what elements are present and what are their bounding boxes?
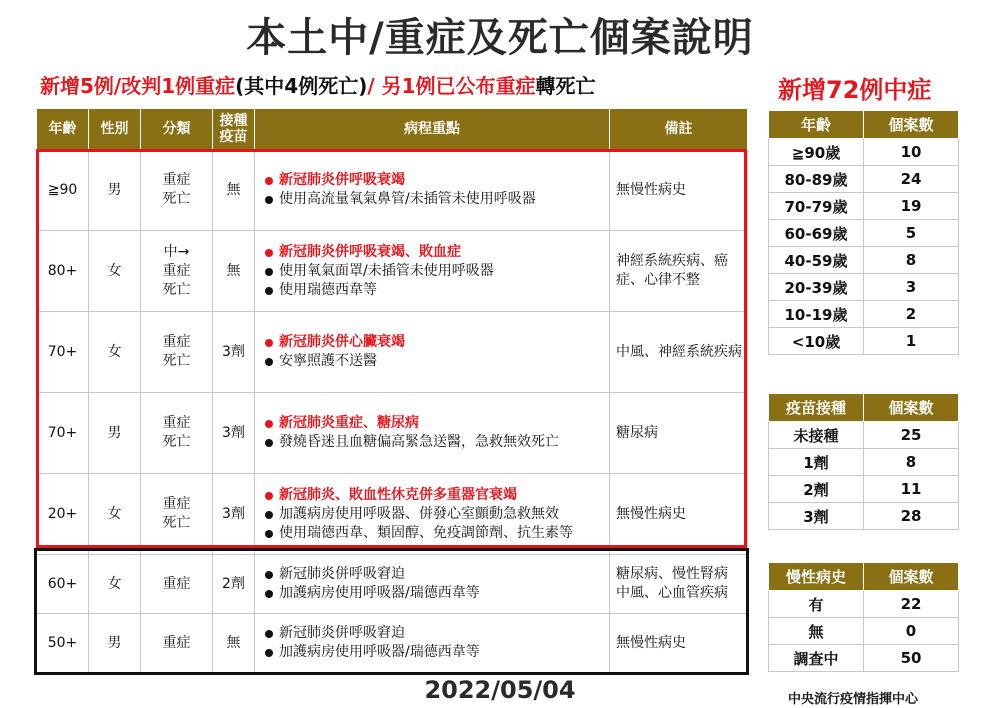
chronic-table-row	[769, 591, 959, 618]
organization-name: 中央流行疫情指揮中心	[788, 692, 919, 707]
age-table-row	[769, 247, 959, 274]
chronic-table-label: 調查中	[769, 645, 864, 672]
case-sex: 男	[89, 393, 141, 474]
case-category: 重症	[141, 614, 213, 673]
case-sex: 男	[89, 150, 141, 231]
course-item: 新冠肺炎重症、糖尿病	[263, 414, 605, 433]
case-course	[255, 474, 610, 555]
side-heading: 新增72例中症	[778, 76, 932, 104]
case-table-header-cell: 性別	[89, 109, 141, 150]
vaccine-table-row	[769, 422, 959, 449]
course-item: 使用瑞德西韋等	[263, 281, 605, 300]
age-table-count: 5	[864, 220, 959, 247]
age-table-label: 10-19歲	[769, 301, 864, 328]
case-sex: 女	[89, 474, 141, 555]
course-item: 安寧照護不送醫	[263, 352, 605, 371]
subtitle-part1: 新增5例/改判1例重症	[40, 74, 236, 98]
case-vaccine: 3劑	[213, 393, 255, 474]
vaccine-table-label: 3劑	[769, 503, 864, 530]
vaccine-table-header	[769, 394, 959, 422]
chronic-table	[768, 562, 959, 672]
case-row	[37, 312, 748, 393]
case-sex: 女	[89, 312, 141, 393]
vaccine-table-row	[769, 449, 959, 476]
subtitle-part2: (其中4例死亡)	[235, 74, 368, 98]
chronic-table-count: 0	[864, 618, 959, 645]
case-table-body	[37, 150, 748, 673]
case-course	[255, 393, 610, 474]
course-item: 加護病房使用呼吸器、併發心室顫動急救無效	[263, 505, 605, 524]
case-sex: 女	[89, 231, 141, 312]
case-age: 70+	[37, 393, 89, 474]
chronic-table-label: 有	[769, 591, 864, 618]
vaccine-table-header-cell: 疫苗接種	[769, 394, 864, 422]
age-table-label: <10歲	[769, 328, 864, 355]
vaccine-table-header-cell: 個案數	[864, 394, 959, 422]
course-item: 加護病房使用呼吸器/瑞德西韋等	[263, 643, 605, 662]
age-table-label: 80-89歲	[769, 166, 864, 193]
chronic-table-row	[769, 618, 959, 645]
age-table-count: 19	[864, 193, 959, 220]
case-table	[36, 108, 748, 673]
case-table-header	[37, 109, 748, 150]
case-course	[255, 312, 610, 393]
age-table-count: 24	[864, 166, 959, 193]
age-table-row	[769, 166, 959, 193]
case-table-header-cell: 備註	[610, 109, 748, 150]
case-table-header-cell: 接種 疫苗	[213, 109, 255, 150]
case-sex: 男	[89, 614, 141, 673]
subtitle-part3: / 另1例已公布重症	[367, 74, 536, 98]
age-table-count: 3	[864, 274, 959, 301]
case-row	[37, 393, 748, 474]
case-vaccine: 2劑	[213, 555, 255, 614]
chronic-table-label: 無	[769, 618, 864, 645]
case-category: 中→ 重症 死亡	[141, 231, 213, 312]
course-item: 新冠肺炎併呼吸窘迫	[263, 624, 605, 643]
vaccine-table-count: 8	[864, 449, 959, 476]
case-vaccine: 無	[213, 150, 255, 231]
age-table-header-cell: 個案數	[864, 111, 959, 139]
chronic-table-row	[769, 645, 959, 672]
page-title: 本土中/重症及死亡個案說明	[246, 15, 754, 61]
course-item: 新冠肺炎、敗血性休克併多重器官衰竭	[263, 486, 605, 505]
chronic-table-header-cell: 慢性病史	[769, 563, 864, 591]
vaccine-table-count: 25	[864, 422, 959, 449]
case-row	[37, 150, 748, 231]
case-course	[255, 555, 610, 614]
case-age: 70+	[37, 312, 89, 393]
vaccine-table-label: 1劑	[769, 449, 864, 476]
age-table-row	[769, 139, 959, 166]
course-item: 新冠肺炎併呼吸窘迫	[263, 565, 605, 584]
case-category: 重症 死亡	[141, 312, 213, 393]
case-category: 重症 死亡	[141, 474, 213, 555]
course-item: 新冠肺炎併呼吸衰竭	[263, 171, 605, 190]
age-table-header	[769, 111, 959, 139]
case-age: ≧90	[37, 150, 89, 231]
case-note: 無慢性病史	[610, 474, 748, 555]
case-table-header-cell: 年齡	[37, 109, 89, 150]
case-age: 60+	[37, 555, 89, 614]
case-note: 神經系統疾病、癌症、心律不整	[610, 231, 748, 312]
vaccine-table-row	[769, 476, 959, 503]
age-table-row	[769, 193, 959, 220]
course-item: 使用氧氣面罩/未插管未使用呼吸器	[263, 262, 605, 281]
case-course	[255, 614, 610, 673]
age-table	[768, 110, 959, 355]
case-row	[37, 231, 748, 312]
chronic-table-count: 22	[864, 591, 959, 618]
vaccine-table-label: 未接種	[769, 422, 864, 449]
chronic-table-count: 50	[864, 645, 959, 672]
age-table-count: 2	[864, 301, 959, 328]
age-table-row	[769, 220, 959, 247]
chronic-table-header-cell: 個案數	[864, 563, 959, 591]
age-table-label: ≧90歲	[769, 139, 864, 166]
course-item: 發燒昏迷且血糖偏高緊急送醫，急救無效死亡	[263, 433, 605, 452]
case-vaccine: 3劑	[213, 312, 255, 393]
chronic-table-header	[769, 563, 959, 591]
case-table-header-cell: 病程重點	[255, 109, 610, 150]
age-table-count: 10	[864, 139, 959, 166]
age-table-row	[769, 301, 959, 328]
report-date: 2022/05/04	[424, 676, 576, 704]
age-table-row	[769, 328, 959, 355]
course-item: 加護病房使用呼吸器/瑞德西韋等	[263, 584, 605, 603]
subtitle-part4: 轉死亡	[535, 74, 596, 98]
case-course	[255, 231, 610, 312]
case-note: 糖尿病	[610, 393, 748, 474]
age-table-label: 20-39歲	[769, 274, 864, 301]
course-item: 使用高流量氧氣鼻管/未插管未使用呼吸器	[263, 190, 605, 209]
vaccine-table	[768, 393, 959, 530]
case-category: 重症 死亡	[141, 150, 213, 231]
course-item: 使用瑞德西韋、類固醇、免疫調節劑、抗生素等	[263, 524, 605, 543]
age-table-label: 40-59歲	[769, 247, 864, 274]
case-course	[255, 150, 610, 231]
course-item: 新冠肺炎併呼吸衰竭、敗血症	[263, 243, 605, 262]
case-sex: 女	[89, 555, 141, 614]
case-age: 50+	[37, 614, 89, 673]
case-note: 中風、神經系統疾病	[610, 312, 748, 393]
age-table-row	[769, 274, 959, 301]
case-category: 重症	[141, 555, 213, 614]
vaccine-table-count: 11	[864, 476, 959, 503]
case-row	[37, 555, 748, 614]
case-category: 重症 死亡	[141, 393, 213, 474]
subtitle	[40, 70, 596, 99]
course-item: 新冠肺炎併心臟衰竭	[263, 333, 605, 352]
case-vaccine: 無	[213, 614, 255, 673]
vaccine-table-count: 28	[864, 503, 959, 530]
vaccine-table-row	[769, 503, 959, 530]
age-table-label: 60-69歲	[769, 220, 864, 247]
case-vaccine: 3劑	[213, 474, 255, 555]
case-age: 20+	[37, 474, 89, 555]
case-vaccine: 無	[213, 231, 255, 312]
age-table-count: 1	[864, 328, 959, 355]
case-row	[37, 474, 748, 555]
case-table-header-cell: 分類	[141, 109, 213, 150]
case-row	[37, 614, 748, 673]
case-note: 無慢性病史	[610, 150, 748, 231]
age-table-label: 70-79歲	[769, 193, 864, 220]
age-table-header-cell: 年齡	[769, 111, 864, 139]
case-note: 糖尿病、慢性腎病 中風、心血管疾病	[610, 555, 748, 614]
case-age: 80+	[37, 231, 89, 312]
vaccine-table-label: 2劑	[769, 476, 864, 503]
age-table-count: 8	[864, 247, 959, 274]
case-note: 無慢性病史	[610, 614, 748, 673]
